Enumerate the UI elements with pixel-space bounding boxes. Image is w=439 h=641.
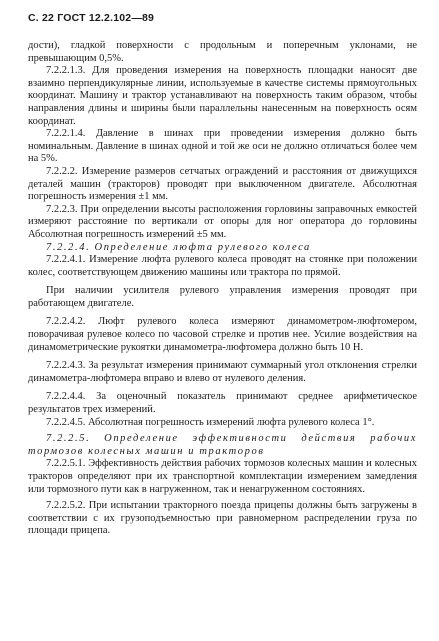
paragraph-7-2-2-3: 7.2.2.3. При определении высоты расположения горловины заправочных емкостей измеряют расстояние по вертикали от опоры для ног оператора до горловины Абсолютная погрешность измерений ±5 мм.: [28, 203, 417, 240]
paragraph-7-2-2-5-2: 7.2.2.5.2. При испытании тракторного поезда прицепы должны быть загружены в соответствии с их грузоподъемностью при равномерном распределении груза по площади прицепа.: [28, 500, 417, 537]
paragraph-7-2-2-5-1: 7.2.2.5.1. Эффективность действия рабочих тормозов колесных машин и колесных тракторов определяют при их транспортной комплектации измерением замедления или тормозного пути как в нагруженном, так и ненагруженном состояниях.: [28, 458, 417, 495]
paragraph-7-2-2-4-3: 7.2.2.4.3. За результат измерения принимают суммарный угол отклонения стрелки динамометра-люфтомера вправо и влево от нулевого деления.: [28, 360, 417, 384]
paragraph-power-steering: При наличии усилителя рулевого управления измерения проводят при работающем двигателе.: [28, 285, 417, 309]
paragraph-continuation: дости), гладкой поверхности с продольным и поперечным уклонами, не превышающим 0,5%.: [28, 40, 417, 64]
paragraph-7-2-2-4-2: 7.2.2.4.2. Люфт рулевого колеса измеряют динамометром-люфтомером, поворачивая рулевое колесо по часовой стрелке и против нее. Усилие воздействия на динамометрические рукоятки динамометра-люфтомера должно быть 10 Н.: [28, 316, 417, 353]
paragraph-7-2-2-4-5: 7.2.2.4.5. Абсолютная погрешность измерений люфта рулевого колеса 1°.: [46, 416, 375, 428]
paragraph-7-2-2-1-4: 7.2.2.1.4. Давление в шинах при проведении измерения должно быть номинальным. Давление в шинах одной и той же оси не должно отличаться более чем на 5%.: [28, 128, 417, 165]
paragraph-7-2-2-1-3: 7.2.2.1.3. Для проведения измерения на поверхность площадки наносят две взаимно перпендикулярные линии, используемые в качестве системы прямоугольных координат. Машину и трактор устанавливают на поверхность таким образом, чтобы направления длины и ширины были параллельны нанесенным на поверхность осям координат.: [28, 65, 417, 127]
paragraph-7-2-2-2: 7.2.2.2. Измерение размеров сетчатых ограждений и расстояния от движущихся деталей машин (тракторов) проводят при выключенном двигателе. Абсолютная погрешность измерения ±1 мм.: [28, 165, 417, 203]
paragraph-7-2-2-4-4: 7.2.2.4.4. За оценочный показатель принимают среднее арифметическое результатов трех измерений.: [28, 391, 417, 416]
page-header: С. 22 ГОСТ 12.2.102—89: [28, 12, 155, 24]
section-heading-steering-play: 7.2.2.4. Определение люфта рулевого колеса: [46, 241, 311, 253]
paragraph-7-2-2-4-1: 7.2.2.4.1. Измерение люфта рулевого колеса проводят на стоянке при положении колес, соответствующем движению машины или трактора по прямой.: [28, 254, 417, 278]
document-body: [28, 40, 417, 538]
section-heading-brake-efficiency: 7.2.2.5. Определение эффективности действия рабочих тормозов колесных машин и тракторов: [28, 433, 417, 457]
